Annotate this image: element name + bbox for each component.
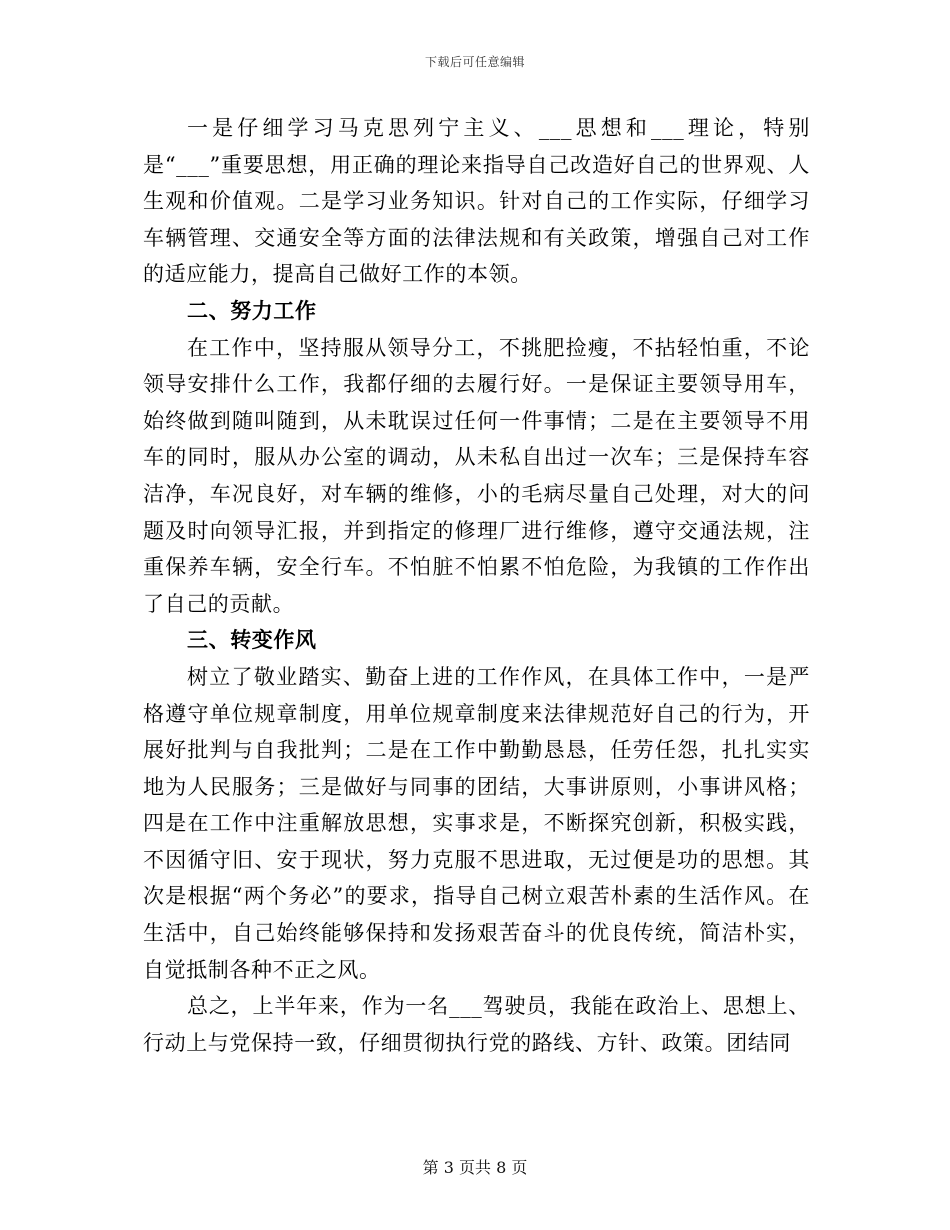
paragraph-work-hard: 在工作中，坚持服从领导分工，不挑肥捡瘦，不拈轻怕重，不论领导安排什么工作，我都仔细的去履行好。一是保证主要领导用车，始终做到随叫随到，从未耽误过任何一件事情；二是在主要领导不用车的同时，服从办公室的调动，从未私自出过一次车；三是保持车容洁净，车况良好，对车辆的维修，小的毛病尽量自己处理，对大的问题及时向领导汇报，并到指定的修理厂进行维修，遵守交通法规，注重保养车辆，安全行车。不怕脏不怕累不怕危险，为我镇的工作作出了自己的贡献。	[143, 335, 810, 616]
page-number: 第 3 页共 8 页	[422, 1158, 528, 1177]
section-heading-work-hard: 二、努力工作	[187, 297, 317, 323]
document-body	[143, 110, 810, 1061]
page-header: 下载后可任意编辑	[424, 55, 525, 69]
paragraph-summary: 总之，上半年来，作为一名___驾驶员，我能在政治上、思想上、行动上与党保持一致，仔细贯彻执行党的路线、方针、政策。团结同	[143, 994, 810, 1055]
section-heading-change-style: 三、转变作风	[187, 627, 317, 653]
paragraph-change-style: 树立了敬业踏实、勤奋上进的工作作风，在具体工作中，一是严格遵守单位规章制度，用单位规章制度来法律规范好自己的行为，开展好批判与自我批判；二是在工作中勤勤恳恳，任劳任怨，扎扎实实地为人民服务；三是做好与同事的团结，大事讲原则，小事讲风格；四是在工作中注重解放思想，实事求是，不断探究创新，积极实践，不因循守旧、安于现状，努力克服不思进取，无过便是功的思想。其次是根据“两个务必”的要求，指导自己树立艰苦朴素的生活作风。在生活中，自己始终能够保持和发扬艰苦奋斗的优良传统，简洁朴实，自觉抵制各种不正之风。	[143, 664, 810, 982]
paragraph-study: 一是仔细学习马克思列宁主义、___思想和___理论，特别是“___”重要思想，用正确的理论来指导自己改造好自己的世界观、人生观和价值观。二是学习业务知识。针对自己的工作实际，仔细学习车辆管理、交通安全等方面的法律法规和有关政策，增强自己对工作的适应能力，提高自己做好工作的本领。	[143, 116, 810, 287]
